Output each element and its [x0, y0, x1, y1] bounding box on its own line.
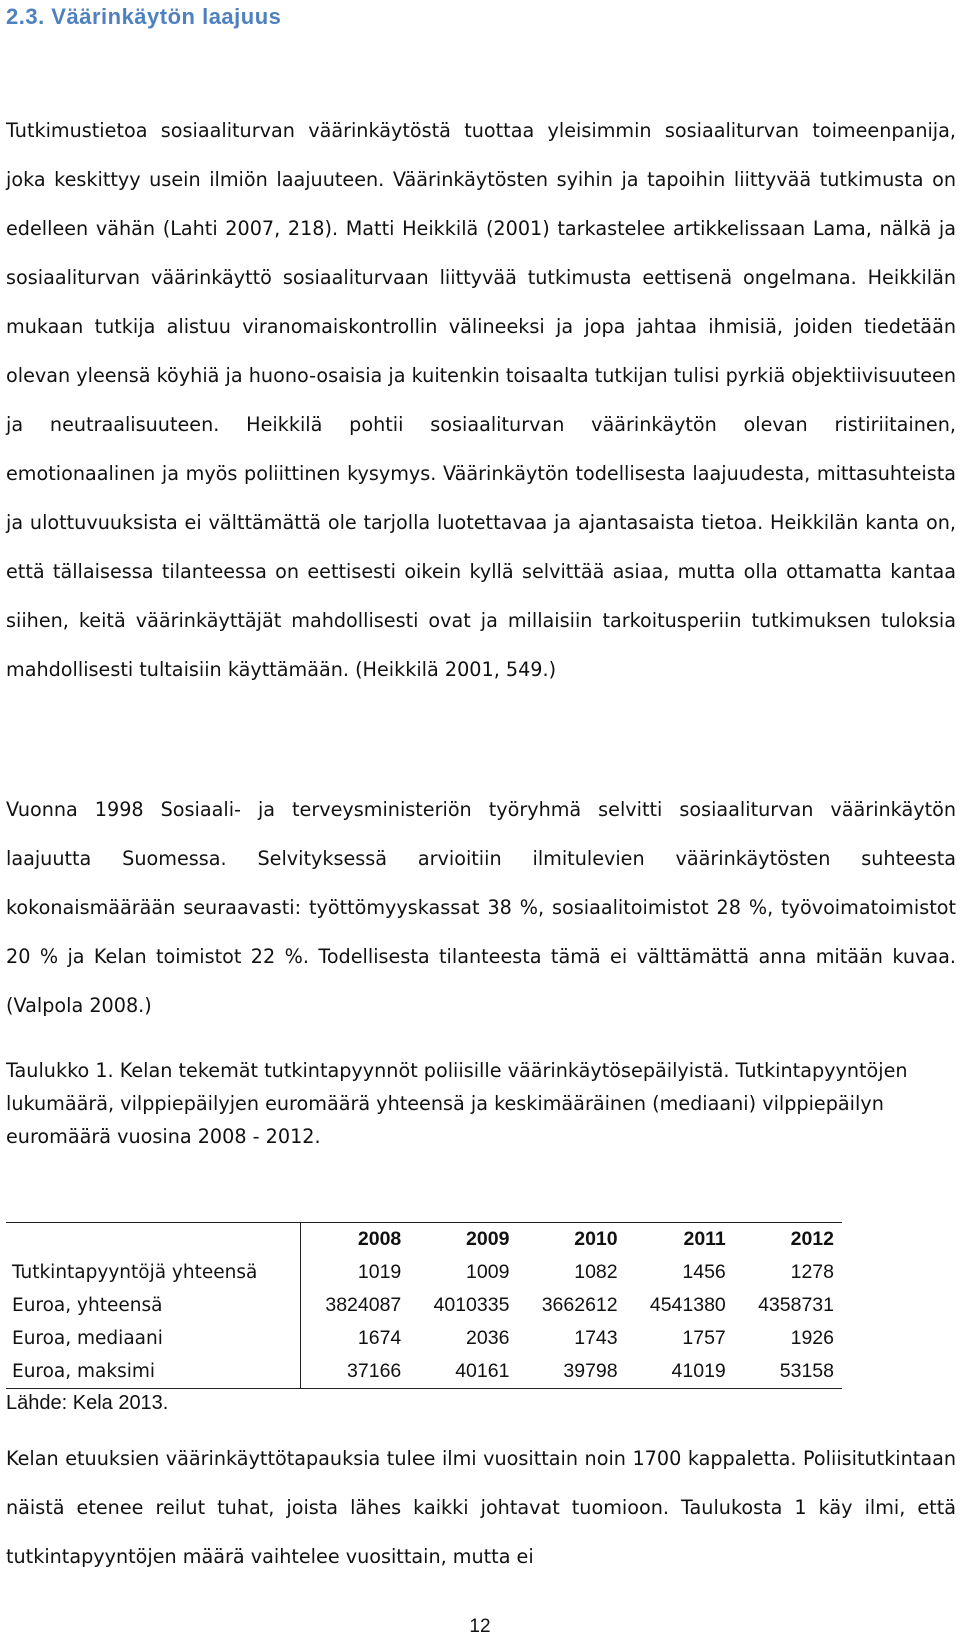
table-cell: 1082	[574, 1261, 618, 1283]
table-header-row	[6, 1223, 842, 1257]
table-cell: 4358731	[758, 1294, 834, 1316]
row-label: Tutkintapyyntöjä yhteensä	[6, 1256, 301, 1289]
table-cell: 1926	[790, 1327, 834, 1349]
paragraph-2: Vuonna 1998 Sosiaali- ja terveysministeriön työryhmä selvitti sosiaaliturvan väärinkäytön laajuutta Suomessa. Selvityksessä arvioitiin ilmitulevien väärinkäytösten suhteesta kokonaismäärään seuraavasti: työttömyyskassat 38 %, sosiaalitoimistot 28 %, työvoimatoimistot 20 % ja Kelan toimistot 22 %. Todellisesta tilanteesta tämä ei välttämättä anna mitään kuvaa. (Valpola 2008.)	[6, 798, 956, 1017]
table-cell: 1019	[357, 1261, 402, 1283]
data-table-container	[6, 1222, 842, 1389]
section-heading: 2.3. Väärinkäytön laajuus	[6, 4, 282, 29]
table-cell: 39798	[563, 1360, 618, 1382]
data-table	[6, 1222, 842, 1389]
table-row	[6, 1322, 842, 1355]
table-row	[6, 1289, 842, 1322]
paragraph-1: Tutkimustietoa sosiaaliturvan väärinkäytöstä tuottaa yleisimmin sosiaaliturvan toimeenpanija, joka keskittyy usein ilmiön laajuuteen. Väärinkäytösten syihin ja tapoihin liittyvää tutkimusta on edelleen vähän (Lahti 2007, 218). Matti Heikkilä (2001) tarkastelee artikkelissaan Lama, nälkä ja sosiaaliturvan väärinkäyttö sosiaaliturvaan liittyvää tutkimusta eettisenä ongelmana. Heikkilän mukaan tutkija alistuu viranomaiskontrollin välineeksi ja jopa jahtaa ihmisiä, joiden tiedetään olevan yleensä köyhiä ja huono-osaisia ja kuitenkin toisaalta tutkijan tulisi pyrkiä objektiivisuuteen ja neutraalisuuteen. Heikkilä pohtii sosiaaliturvan väärinkäytön olevan ristiriitainen, emotionaalinen ja myös poliittinen kysymys. Väärinkäytön todellisesta laajuudesta, mittasuhteista ja ulottuvuuksista ei välttämättä ole tarjolla luotettavaa ja ajantasaista tietoa. Heikkilän kanta on, että tällaisessa tilanteessa on eettisesti oikein kyllä selvittää asiaa, mutta olla ottamatta kantaa siihen, keitä väärinkäyttäjät mahdollisesti ovat ja millaisiin tarkoitusperiin tutkimuksen tuloksia mahdollisesti tultaisiin käyttämään. (Heikkilä 2001, 549.)	[6, 119, 956, 681]
table-cell: 4541380	[649, 1294, 726, 1316]
table-cell: 41019	[671, 1360, 726, 1382]
table-cell: 1757	[682, 1327, 726, 1349]
table-row	[6, 1355, 842, 1389]
table-cell: 40161	[455, 1360, 510, 1382]
table-cell: 1743	[574, 1327, 618, 1349]
table-row	[6, 1256, 842, 1289]
table-cell: 53158	[779, 1360, 834, 1382]
row-label: Euroa, mediaani	[6, 1322, 301, 1355]
table-header-year: 2012	[790, 1228, 834, 1250]
row-label: Euroa, maksimi	[6, 1355, 301, 1389]
table-caption: Taulukko 1. Kelan tekemät tutkintapyynnöt poliisille väärinkäytösepäilyistä. Tutkintapyyntöjen lukumäärä, vilppiepäilyjen euromäärä yhteensä ja keskimääräinen (mediaani) vilppiepäilyn euromäärä vuosina 2008 - 2012.	[6, 1059, 908, 1148]
table-cell: 4010335	[433, 1294, 510, 1316]
table-header-year: 2009	[466, 1228, 510, 1250]
table-cell: 3662612	[541, 1294, 618, 1316]
table-header-year: 2008	[357, 1228, 402, 1250]
table-cell: 3824087	[325, 1294, 402, 1316]
table-header-empty	[6, 1223, 301, 1257]
table-cell: 1674	[357, 1327, 402, 1349]
table-cell: 37166	[347, 1360, 402, 1382]
table-cell: 1009	[466, 1261, 510, 1283]
table-cell: 1278	[790, 1261, 834, 1283]
table-source: Lähde: Kela 2013.	[6, 1392, 169, 1414]
table-cell: 2036	[466, 1327, 510, 1349]
table-header-year: 2011	[683, 1228, 726, 1250]
page-number: 12	[469, 1616, 491, 1637]
paragraph-3: Kelan etuuksien väärinkäyttötapauksia tulee ilmi vuosittain noin 1700 kappaletta. Poliisitutkintaan näistä etenee reilut tuhat, joista lähes kaikki johtavat tuomioon. Taulukosta 1 käy ilmi, että tutkintapyyntöjen määrä vaihtelee vuosittain, mutta ei	[6, 1447, 956, 1568]
table-cell: 1456	[682, 1261, 726, 1283]
table-header-year: 2010	[574, 1228, 618, 1250]
row-label: Euroa, yhteensä	[6, 1289, 301, 1322]
